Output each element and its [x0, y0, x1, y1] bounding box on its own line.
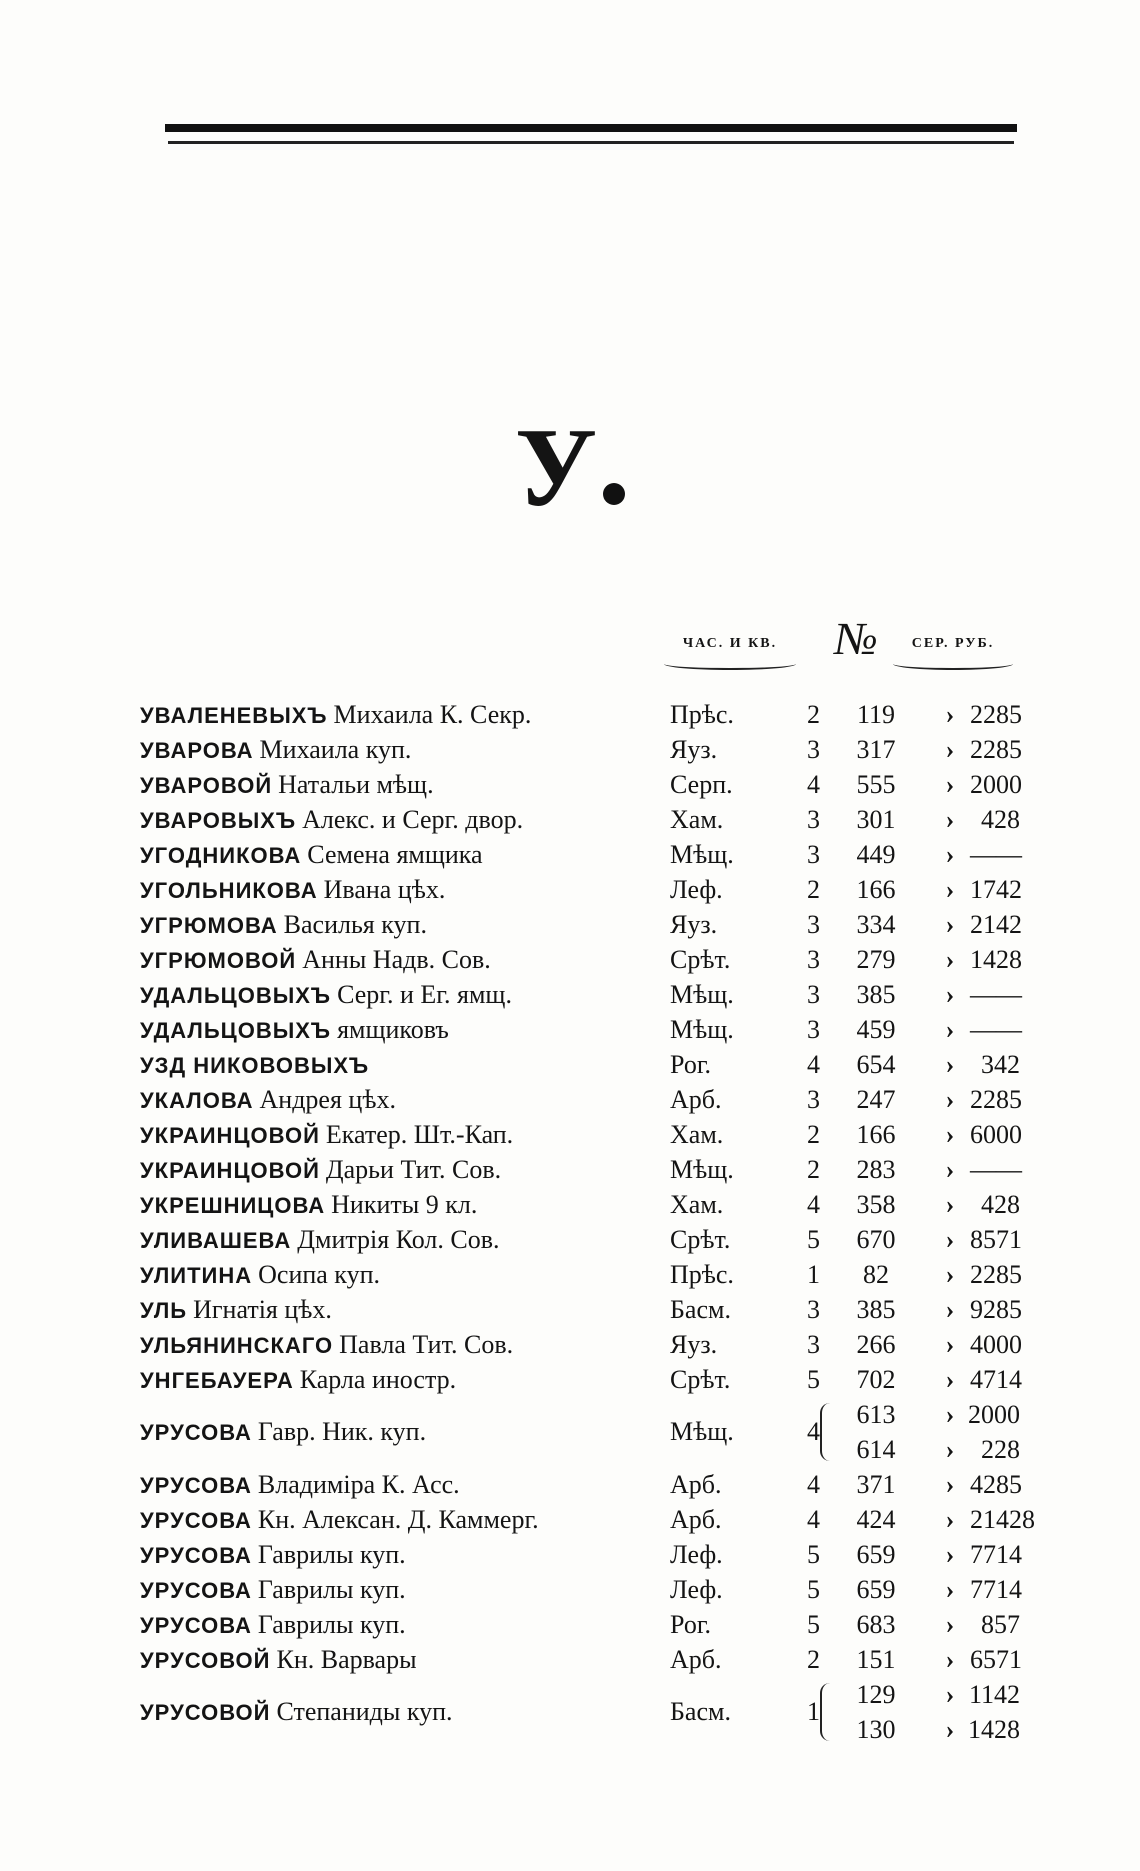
entry-house-number: 301 — [856, 805, 896, 834]
entry-part: Рог. — [670, 1610, 712, 1639]
entry-details: Анны Надв. Сов. — [302, 945, 491, 974]
entry-house-number: 659 — [856, 1575, 896, 1604]
ditto-mark: › — [945, 735, 955, 764]
entry-value: 4000 — [970, 1330, 1022, 1359]
entry-surname: УЛИВАШЕВА — [140, 1228, 292, 1253]
entry-part: Прѣс. — [670, 1260, 734, 1289]
entry-part: Мѣщ. — [670, 1417, 734, 1446]
entry-details: Осипа куп. — [258, 1260, 380, 1289]
entry-details: Степаниды куп. — [276, 1697, 453, 1726]
entry-surname: УГРЮМОВОЙ — [140, 948, 297, 973]
entry-house-number: 283 — [856, 1155, 896, 1184]
entry-part: Мѣщ. — [670, 1155, 734, 1184]
entry-quarter: 4 — [807, 1470, 820, 1499]
register-entry — [140, 837, 1020, 872]
entry-quarter: 3 — [807, 1015, 820, 1044]
entry-value: 2000 — [970, 770, 1022, 799]
entry-details: Кн. Варвары — [276, 1645, 417, 1674]
entry-surname: УВАРОВОЙ — [140, 773, 273, 798]
entry-details: Гаврилы куп. — [257, 1575, 406, 1604]
entry-details: Михаила К. Секр. — [333, 700, 532, 729]
entry-part: Леф. — [670, 1575, 723, 1604]
entry-house-number: 385 — [856, 1295, 896, 1324]
ditto-mark: › — [945, 1085, 955, 1114]
entry-house-numbers — [822, 1677, 930, 1747]
ditto-mark: › — [945, 1365, 955, 1394]
entry-values — [950, 1677, 1020, 1747]
ditto-mark: › — [945, 1540, 955, 1569]
entry-name — [140, 1362, 668, 1398]
entry-surname: УВАЛЕНЕВЫХЪ — [140, 703, 328, 728]
entry-quarter: 4 — [807, 770, 820, 799]
entry-house-number: 82 — [863, 1260, 889, 1289]
entry-part: Хам. — [670, 1190, 724, 1219]
entry-value: 4285 — [970, 1470, 1022, 1499]
entry-details: Игнатія цѣх. — [193, 1295, 332, 1324]
entry-details: Серг. и Ег. ямщ. — [337, 980, 512, 1009]
entry-details: Гаврилы куп. — [257, 1610, 406, 1639]
ditto-mark: › — [945, 805, 955, 834]
register-entry — [140, 977, 1020, 1012]
entry-house-number: 371 — [856, 1470, 896, 1499]
register-entry — [140, 1467, 1020, 1502]
entry-house-number: 166 — [856, 875, 896, 904]
entry-value: 2285 — [970, 700, 1022, 729]
entry-quarter: 1 — [807, 1697, 820, 1726]
entry-quarter: 5 — [807, 1575, 820, 1604]
ditto-mark: › — [945, 1680, 955, 1709]
entry-value: 2142 — [970, 910, 1022, 939]
ditto-mark: › — [945, 1050, 955, 1079]
entry-quarter: 3 — [807, 910, 820, 939]
entry-name — [140, 1152, 668, 1188]
entry-quarter: 3 — [807, 1295, 820, 1324]
register-entry — [140, 1012, 1020, 1047]
entry-part: Хам. — [670, 1120, 724, 1149]
entry-house-number: 130 — [856, 1715, 896, 1744]
ditto-mark: › — [945, 1610, 955, 1639]
ditto-mark: › — [945, 1435, 955, 1464]
entry-value: —— — [970, 980, 1022, 1009]
entry-value: 7714 — [970, 1575, 1022, 1604]
entry-quarter: 5 — [807, 1540, 820, 1569]
entry-part: Яуз. — [670, 1330, 718, 1359]
entry-surname: УРУСОВА — [140, 1578, 252, 1603]
ditto-mark: › — [945, 700, 955, 729]
entry-house-number: 659 — [856, 1540, 896, 1569]
entry-value: 1142 — [968, 1680, 1020, 1709]
entry-name — [140, 872, 668, 908]
entry-name — [140, 1187, 668, 1223]
entry-name — [140, 1257, 668, 1293]
entry-value: 1428 — [970, 945, 1022, 974]
entry-part: Хам. — [670, 805, 724, 834]
register-entry — [140, 1222, 1020, 1257]
entry-surname: УРУСОВОЙ — [140, 1700, 271, 1725]
ditto-mark: › — [945, 875, 955, 904]
entry-surname: УРУСОВА — [140, 1473, 252, 1498]
entry-quarter: 5 — [807, 1365, 820, 1394]
entry-value: —— — [970, 1015, 1022, 1044]
entry-value: 2000 — [968, 1400, 1020, 1429]
register-entry — [140, 802, 1020, 837]
entry-value: 2285 — [970, 1085, 1022, 1114]
entry-details: Гаврилы куп. — [257, 1540, 406, 1569]
register-entry — [140, 1152, 1020, 1187]
ditto-mark: › — [945, 1505, 955, 1534]
entry-surname: УВАРОВА — [140, 738, 254, 763]
entry-details: Василья куп. — [283, 910, 427, 939]
header-part-quarter — [664, 636, 796, 684]
entry-details: Алекс. и Серг. двор. — [302, 805, 524, 834]
entry-part: Яуз. — [670, 910, 718, 939]
entry-quarter: 3 — [807, 840, 820, 869]
header-part-label: ЧАС. И КВ. — [682, 636, 778, 651]
ditto-mark: › — [945, 1400, 955, 1429]
entry-value: —— — [970, 840, 1022, 869]
entry-part: Арб. — [670, 1085, 722, 1114]
ditto-mark: › — [945, 1015, 955, 1044]
entry-value: 6000 — [970, 1120, 1022, 1149]
entry-part: Леф. — [670, 875, 723, 904]
entry-quarter: 3 — [807, 805, 820, 834]
entry-name — [140, 1327, 668, 1363]
section-letter-text: У — [514, 406, 598, 530]
entry-quarter: 4 — [807, 1417, 820, 1446]
register-entry — [140, 1327, 1020, 1362]
entry-value: 4714 — [970, 1365, 1022, 1394]
register-entry — [140, 1292, 1020, 1327]
entry-value: 7714 — [970, 1540, 1022, 1569]
entry-surname: УКАЛОВА — [140, 1088, 254, 1113]
register-entry — [140, 1677, 1020, 1747]
entry-part: Арб. — [670, 1645, 722, 1674]
ditto-mark: › — [945, 945, 955, 974]
entry-house-number: 334 — [856, 910, 896, 939]
register-entry — [140, 907, 1020, 942]
entry-surname: УЛЬ — [140, 1298, 188, 1323]
entry-surname: УКРАИНЦОВОЙ — [140, 1123, 320, 1148]
entry-part: Мѣщ. — [670, 980, 734, 1009]
entry-house-number: 424 — [856, 1505, 896, 1534]
ditto-mark: › — [945, 1120, 955, 1149]
register-entry — [140, 1642, 1020, 1677]
entry-value: 2285 — [970, 735, 1022, 764]
entry-house-number: 459 — [856, 1015, 896, 1044]
ditto-mark: › — [945, 1225, 955, 1254]
entry-part: Басм. — [670, 1697, 731, 1726]
ditto-mark: › — [945, 910, 955, 939]
entry-name — [140, 1467, 668, 1503]
entry-value: 1428 — [968, 1715, 1020, 1744]
ditto-mark: › — [945, 1330, 955, 1359]
entry-name — [140, 802, 668, 838]
entry-surname: УЛИТИНА — [140, 1263, 253, 1288]
entry-value: 428 — [981, 1190, 1020, 1219]
entry-house-number: 670 — [856, 1225, 896, 1254]
entry-quarter: 3 — [807, 1330, 820, 1359]
ditto-mark: › — [945, 980, 955, 1009]
header-part-brace — [664, 658, 796, 670]
entry-quarter: 2 — [807, 1155, 820, 1184]
entry-name — [140, 1082, 668, 1118]
ditto-mark: › — [945, 840, 955, 869]
entry-name — [140, 1572, 668, 1608]
register-list — [140, 697, 1035, 1747]
entry-surname: УКРЕШНИЦОВА — [140, 1193, 326, 1218]
letter-dot — [603, 483, 625, 505]
entry-quarter: 5 — [807, 1610, 820, 1639]
entry-name — [140, 1694, 668, 1730]
entry-details: Семена ямщика — [307, 840, 483, 869]
entry-house-number: 317 — [856, 735, 896, 764]
entry-name — [140, 942, 668, 978]
register-entry — [140, 942, 1020, 977]
entry-details: Кн. Алексан. Д. Каммерг. — [257, 1505, 539, 1534]
entry-house-number: 119 — [856, 700, 896, 729]
header-number — [816, 612, 896, 664]
entry-surname: УВАРОВЫХЪ — [140, 808, 297, 833]
entry-quarter: 2 — [807, 700, 820, 729]
register-entry — [140, 1537, 1020, 1572]
entry-house-number: 613 — [856, 1400, 896, 1429]
entry-name — [140, 1222, 668, 1258]
register-entry — [140, 1257, 1020, 1292]
entry-value: 21428 — [970, 1505, 1035, 1534]
register-entry — [140, 1397, 1020, 1467]
entry-quarter: 2 — [807, 1120, 820, 1149]
entry-house-number: 151 — [856, 1645, 896, 1674]
entry-part: Серп. — [670, 770, 733, 799]
entry-value: 428 — [981, 805, 1020, 834]
entry-part: Леф. — [670, 1540, 723, 1569]
header-number-label: № — [834, 613, 878, 664]
entry-value: 6571 — [970, 1645, 1022, 1674]
entry-value: 857 — [981, 1610, 1020, 1639]
entry-part: Мѣщ. — [670, 840, 734, 869]
entry-house-number: 247 — [856, 1085, 896, 1114]
entry-details: Екатер. Шт.-Кап. — [325, 1120, 514, 1149]
entry-value: 8571 — [970, 1225, 1022, 1254]
entry-value: 2285 — [970, 1260, 1022, 1289]
entry-details: Натальи мѣщ. — [278, 770, 434, 799]
register-entry — [140, 1362, 1020, 1397]
entry-part: Яуз. — [670, 735, 718, 764]
entry-quarter: 3 — [807, 980, 820, 1009]
entry-surname: УЛЬЯНИНСКАГО — [140, 1333, 334, 1358]
top-rule-thin — [168, 141, 1014, 144]
entry-name — [140, 1414, 668, 1450]
entry-details: Дарьи Тит. Сов. — [325, 1155, 502, 1184]
entry-house-number: 614 — [856, 1435, 896, 1464]
entry-details: Никиты 9 кл. — [331, 1190, 478, 1219]
entry-surname: УРУСОВА — [140, 1420, 252, 1445]
entry-house-number: 266 — [856, 1330, 896, 1359]
entry-part: Рог. — [670, 1050, 712, 1079]
entry-details: Карла иностр. — [299, 1365, 457, 1394]
entry-name — [140, 1642, 668, 1678]
entry-house-number: 279 — [856, 945, 896, 974]
entry-house-number: 129 — [856, 1680, 896, 1709]
entry-part: Прѣс. — [670, 700, 734, 729]
entry-details: Владиміра К. Асс. — [257, 1470, 460, 1499]
entry-surname: УГОДНИКОВА — [140, 843, 302, 868]
entry-quarter: 2 — [807, 1645, 820, 1674]
register-entry — [140, 1572, 1020, 1607]
register-entry — [140, 872, 1020, 907]
entry-part: Срѣт. — [670, 1365, 731, 1394]
entry-value: 342 — [981, 1050, 1020, 1079]
entry-details: Дмитрія Кол. Сов. — [297, 1225, 500, 1254]
entry-details: Михаила куп. — [259, 735, 412, 764]
entry-house-number: 654 — [856, 1050, 896, 1079]
entry-surname: УРУСОВА — [140, 1508, 252, 1533]
ditto-mark: › — [945, 1190, 955, 1219]
entry-details: ямщиковъ — [337, 1015, 449, 1044]
entry-surname: УРУСОВА — [140, 1543, 252, 1568]
entry-details: Гавр. Ник. куп. — [257, 1417, 427, 1446]
register-entry — [140, 697, 1020, 732]
entry-name — [140, 1047, 668, 1083]
entry-quarter: 5 — [807, 1225, 820, 1254]
entry-name — [140, 1607, 668, 1643]
entry-name — [140, 767, 668, 803]
section-letter — [0, 406, 1140, 530]
entry-surname: УКРАИНЦОВОЙ — [140, 1158, 320, 1183]
entry-name — [140, 977, 668, 1013]
entry-details: Павла Тит. Сов. — [339, 1330, 514, 1359]
entry-house-number: 449 — [856, 840, 896, 869]
entry-surname: УЗД НИКОВОВЫХЪ — [140, 1053, 370, 1078]
top-rule-thick — [165, 124, 1017, 132]
entry-name — [140, 837, 668, 873]
entry-quarter: 3 — [807, 735, 820, 764]
register-entry — [140, 767, 1020, 802]
entry-part: Арб. — [670, 1470, 722, 1499]
register-entry — [140, 1082, 1020, 1117]
ditto-mark: › — [945, 1715, 955, 1744]
entry-name — [140, 907, 668, 943]
header-rubles — [893, 636, 1013, 684]
register-entry — [140, 732, 1020, 767]
entry-quarter: 2 — [807, 875, 820, 904]
entry-house-number: 555 — [856, 770, 896, 799]
entry-name — [140, 1502, 668, 1538]
entry-house-number: 683 — [856, 1610, 896, 1639]
entry-name — [140, 1012, 668, 1048]
entry-quarter: 3 — [807, 1085, 820, 1114]
ditto-mark: › — [945, 1575, 955, 1604]
entry-house-number: 166 — [856, 1120, 896, 1149]
entry-surname: УНГЕБАУЕРА — [140, 1368, 294, 1393]
entry-name — [140, 697, 668, 733]
ditto-mark: › — [945, 1645, 955, 1674]
entry-surname: УГРЮМОВА — [140, 913, 278, 938]
ditto-mark: › — [945, 1470, 955, 1499]
entry-quarter: 3 — [807, 945, 820, 974]
entry-part: Арб. — [670, 1505, 722, 1534]
entry-house-number: 702 — [856, 1365, 896, 1394]
entry-quarter: 4 — [807, 1505, 820, 1534]
entry-house-numbers — [822, 1397, 930, 1467]
entry-name — [140, 732, 668, 768]
entry-values — [950, 1397, 1020, 1467]
register-entry — [140, 1117, 1020, 1152]
entry-part: Срѣт. — [670, 1225, 731, 1254]
ditto-mark: › — [945, 1155, 955, 1184]
ditto-mark: › — [945, 1260, 955, 1289]
entry-name — [140, 1537, 668, 1573]
ditto-mark: › — [945, 770, 955, 799]
entry-quarter: 4 — [807, 1050, 820, 1079]
ditto-mark: › — [945, 1295, 955, 1324]
register-entry — [140, 1607, 1020, 1642]
entry-surname: УГОЛЬНИКОВА — [140, 878, 318, 903]
entry-value: 228 — [981, 1435, 1020, 1464]
entry-house-number: 385 — [856, 980, 896, 1009]
entry-details: Ивана цѣх. — [323, 875, 446, 904]
entry-value: —— — [970, 1155, 1022, 1184]
entry-value: 9285 — [970, 1295, 1022, 1324]
entry-house-number: 358 — [856, 1190, 896, 1219]
entry-part: Мѣщ. — [670, 1015, 734, 1044]
entry-surname: УРУСОВОЙ — [140, 1648, 271, 1673]
entry-surname: УРУСОВА — [140, 1613, 252, 1638]
entry-surname: УДАЛЬЦОВЫХЪ — [140, 983, 332, 1008]
entry-part: Басм. — [670, 1295, 731, 1324]
entry-quarter: 1 — [807, 1260, 820, 1289]
entry-details: Андрея цѣх. — [259, 1085, 396, 1114]
entry-name — [140, 1117, 668, 1153]
entry-quarter: 4 — [807, 1190, 820, 1219]
header-rubles-label: СЕР. РУБ. — [911, 636, 995, 651]
entry-name — [140, 1292, 668, 1328]
register-entry — [140, 1047, 1020, 1082]
register-entry — [140, 1502, 1035, 1537]
header-rubles-brace — [893, 658, 1013, 670]
register-entry — [140, 1187, 1020, 1222]
entry-surname: УДАЛЬЦОВЫХЪ — [140, 1018, 332, 1043]
entry-part: Срѣт. — [670, 945, 731, 974]
entry-value: 1742 — [970, 875, 1022, 904]
